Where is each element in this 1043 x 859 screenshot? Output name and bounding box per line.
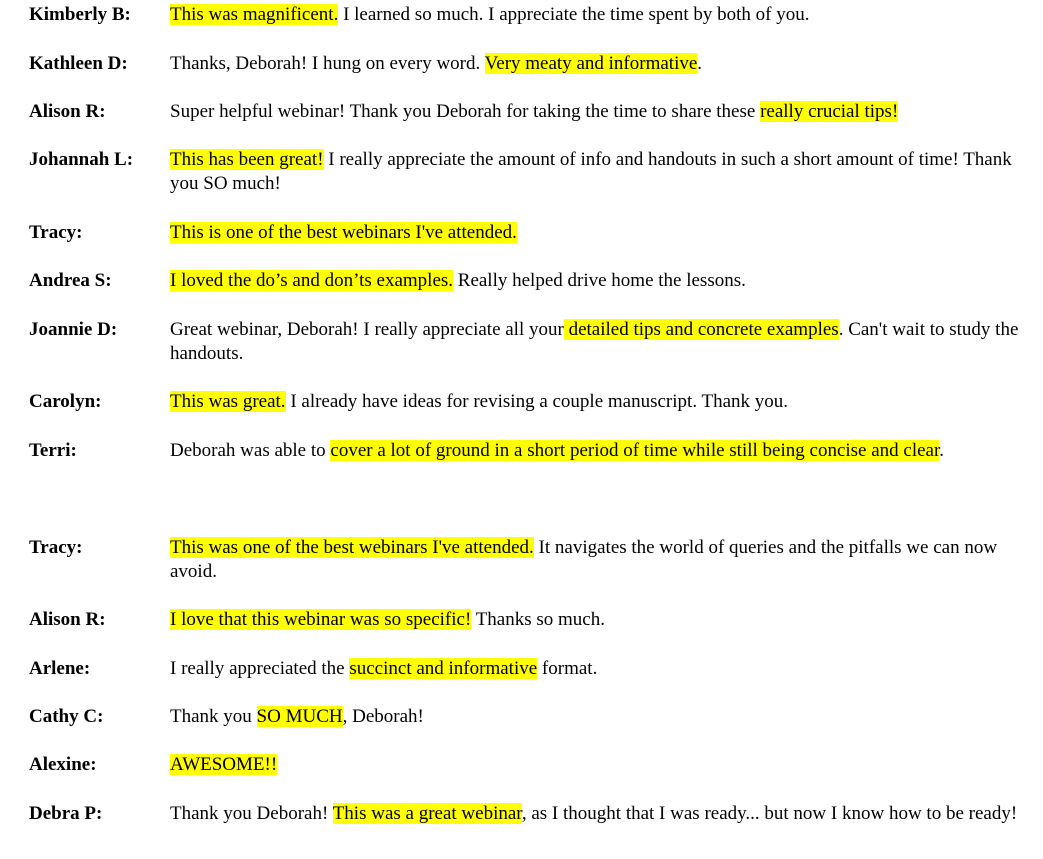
commenter-name: Carolyn:	[29, 391, 102, 412]
highlighted-phrase: This was one of the best webinars I've attended.	[170, 537, 534, 558]
comment-phrase: I really appreciated the	[170, 658, 350, 679]
comment-text	[170, 536, 1026, 584]
commenter-name: Debra P:	[29, 803, 103, 824]
highlighted-phrase: Very meaty and informative	[484, 53, 698, 74]
highlighted-phrase: This has been great!	[170, 149, 324, 170]
highlighted-phrase: AWESOME!!	[170, 754, 278, 775]
comment-text	[170, 269, 1026, 293]
comment-text	[170, 148, 1026, 196]
comment-text	[170, 390, 1026, 414]
highlighted-phrase: I loved the do’s and don’ts examples.	[170, 270, 454, 291]
highlighted-phrase: I love that this webinar was so specific!	[170, 609, 472, 630]
commenter-name: Tracy:	[29, 537, 83, 558]
highlighted-phrase: cover a lot of ground in a short period of time while still being concise and clear	[330, 440, 940, 461]
comment-phrase: Thanks so much.	[471, 609, 605, 630]
comment-text	[170, 802, 1026, 826]
comment-text	[170, 439, 1026, 463]
comment-phrase: . Can't wait to study the handouts.	[170, 319, 1019, 364]
comment-phrase: Really helped drive home the lessons.	[453, 270, 746, 291]
highlighted-phrase: This is one of the best webinars I've attended.	[170, 222, 517, 243]
commenter-name: Johannah L:	[29, 149, 134, 170]
comment-text	[170, 753, 1026, 777]
comment-phrase: Deborah was able to	[170, 440, 331, 461]
commenter-name: Kathleen D:	[29, 53, 128, 74]
commenter-name: Alexine:	[29, 754, 97, 775]
highlighted-phrase: SO MUCH	[256, 706, 343, 727]
highlighted-phrase: detailed tips and concrete examples	[563, 319, 839, 340]
comment-phrase: It navigates the world of queries and the pitfalls we can now avoid.	[170, 537, 998, 582]
commenter-name: Joannie D:	[29, 319, 118, 340]
highlighted-phrase: succinct and informative	[349, 658, 538, 679]
comment-phrase: Great webinar, Deborah! I really appreciate all your	[170, 319, 564, 340]
comment-text	[170, 318, 1026, 366]
comment-phrase: , as I thought that I was ready... but now I know how to be ready!	[521, 803, 1018, 824]
commenter-name: Alison R:	[29, 609, 106, 630]
comment-text	[170, 221, 1026, 245]
highlighted-phrase: This was magnificent.	[170, 4, 339, 25]
comment-phrase: Thank you Deborah!	[170, 803, 333, 824]
comment-phrase: .	[697, 53, 703, 74]
commenter-name: Arlene:	[29, 658, 91, 679]
highlighted-phrase: really crucial tips!	[760, 101, 899, 122]
comment-text	[170, 657, 1026, 681]
comment-text	[170, 100, 1026, 124]
highlighted-phrase: This was great.	[170, 391, 286, 412]
comment-phrase: , Deborah!	[342, 706, 424, 727]
commenter-name: Alison R:	[29, 101, 106, 122]
comment-text	[170, 705, 1026, 729]
commenter-name: Kimberly B:	[29, 4, 131, 25]
comment-phrase: I really appreciate the amount of info and handouts in such a short amount of time! Thank you SO much!	[170, 149, 1012, 194]
comment-phrase: Thanks, Deborah! I hung on every word.	[170, 53, 485, 74]
comment-phrase: Super helpful webinar! Thank you Deborah for taking the time to share these	[170, 101, 761, 122]
commenter-name: Tracy:	[29, 222, 83, 243]
commenter-name: Cathy C:	[29, 706, 104, 727]
comment-phrase: .	[939, 440, 945, 461]
commenter-name: Terri:	[29, 440, 77, 461]
comment-text	[170, 3, 1026, 27]
highlighted-phrase: This was a great webinar	[332, 803, 522, 824]
comment-phrase: I learned so much. I appreciate the time spent by both of you.	[338, 4, 810, 25]
comment-text	[170, 608, 1026, 632]
comment-text	[170, 52, 1026, 76]
comment-phrase: I already have ideas for revising a couple manuscript. Thank you.	[285, 391, 789, 412]
comment-phrase: Thank you	[170, 706, 257, 727]
commenter-name: Andrea S:	[29, 270, 112, 291]
comment-phrase: format.	[537, 658, 598, 679]
